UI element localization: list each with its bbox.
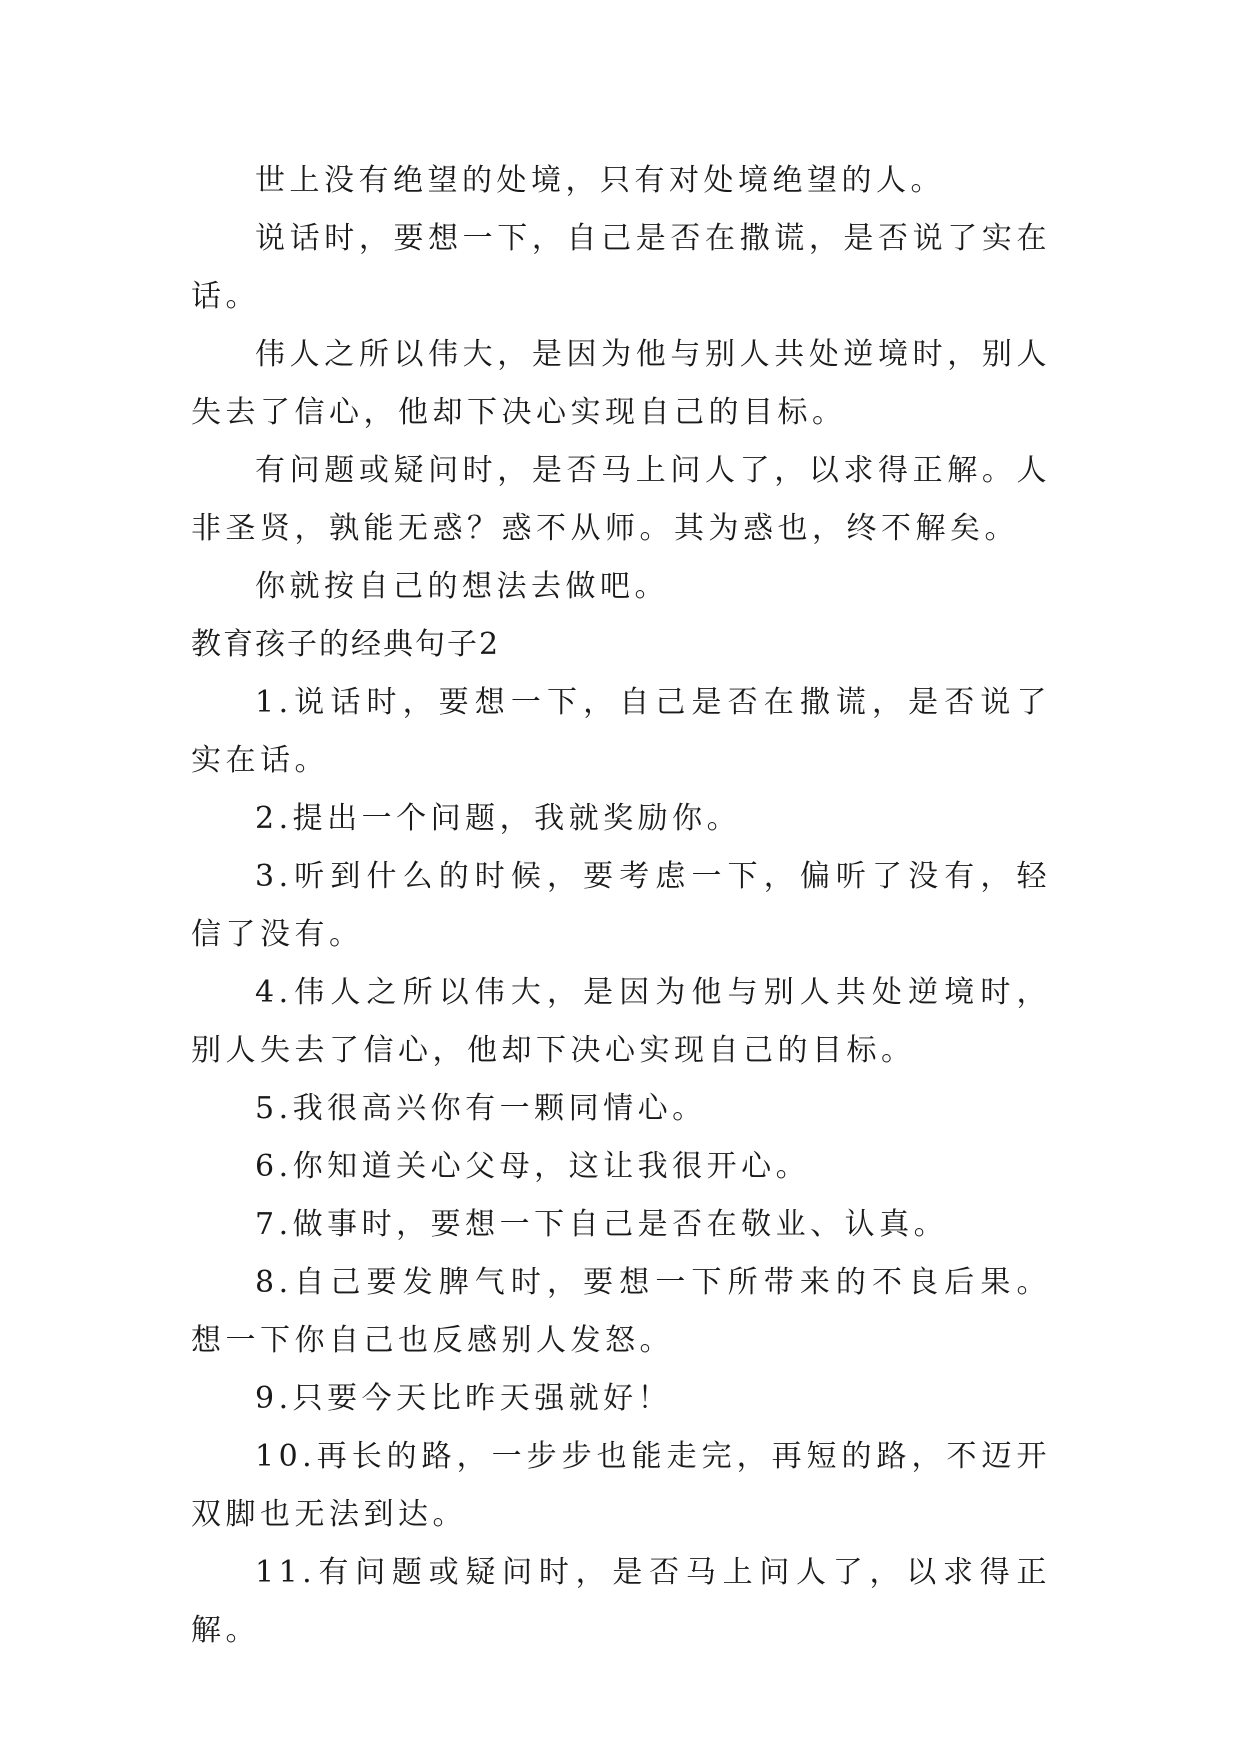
list-item: 1.说话时，要想一下，自己是否在撒谎，是否说了实在话。 bbox=[191, 685, 1051, 778]
paragraph: 世上没有绝望的处境，只有对处境绝望的人。 bbox=[255, 163, 945, 198]
paragraph: 你就按自己的想法去做吧。 bbox=[255, 569, 669, 604]
paragraph: 伟人之所以伟大，是因为他与别人共处逆境时，别人失去了信心，他却下决心实现自己的目标。 bbox=[191, 337, 1051, 430]
list-item: 2.提出一个问题，我就奖励你。 bbox=[255, 801, 742, 836]
list-item: 5.我很高兴你有一颗同情心。 bbox=[255, 1091, 707, 1126]
paragraph: 说话时，要想一下，自己是否在撒谎，是否说了实在话。 bbox=[191, 221, 1051, 314]
list-item: 6.你知道关心父母，这让我很开心。 bbox=[255, 1149, 811, 1184]
list-item: 3.听到什么的时候，要考虑一下，偏听了没有，轻信了没有。 bbox=[191, 859, 1051, 952]
list-item: 7.做事时，要想一下自己是否在敬业、认真。 bbox=[255, 1207, 949, 1242]
document-page bbox=[191, 152, 1051, 1660]
list-item: 4.伟人之所以伟大，是因为他与别人共处逆境时，别人失去了信心，他却下决心实现自己的目标。 bbox=[191, 975, 1051, 1068]
list-item: 10.再长的路，一步步也能走完，再短的路，不迈开双脚也无法到达。 bbox=[191, 1439, 1051, 1532]
paragraph: 有问题或疑问时，是否马上问人了，以求得正解。人非圣贤，孰能无惑？惑不从师。其为惑也，终不解矣。 bbox=[191, 453, 1051, 546]
list-item: 9.只要今天比昨天强就好！ bbox=[255, 1381, 673, 1416]
list-item: 8.自己要发脾气时，要想一下所带来的不良后果。想一下你自己也反感别人发怒。 bbox=[191, 1265, 1051, 1358]
list-item: 11.有问题或疑问时，是否马上问人了，以求得正解。 bbox=[191, 1555, 1051, 1648]
section-heading: 教育孩子的经典句子2 bbox=[191, 627, 501, 662]
